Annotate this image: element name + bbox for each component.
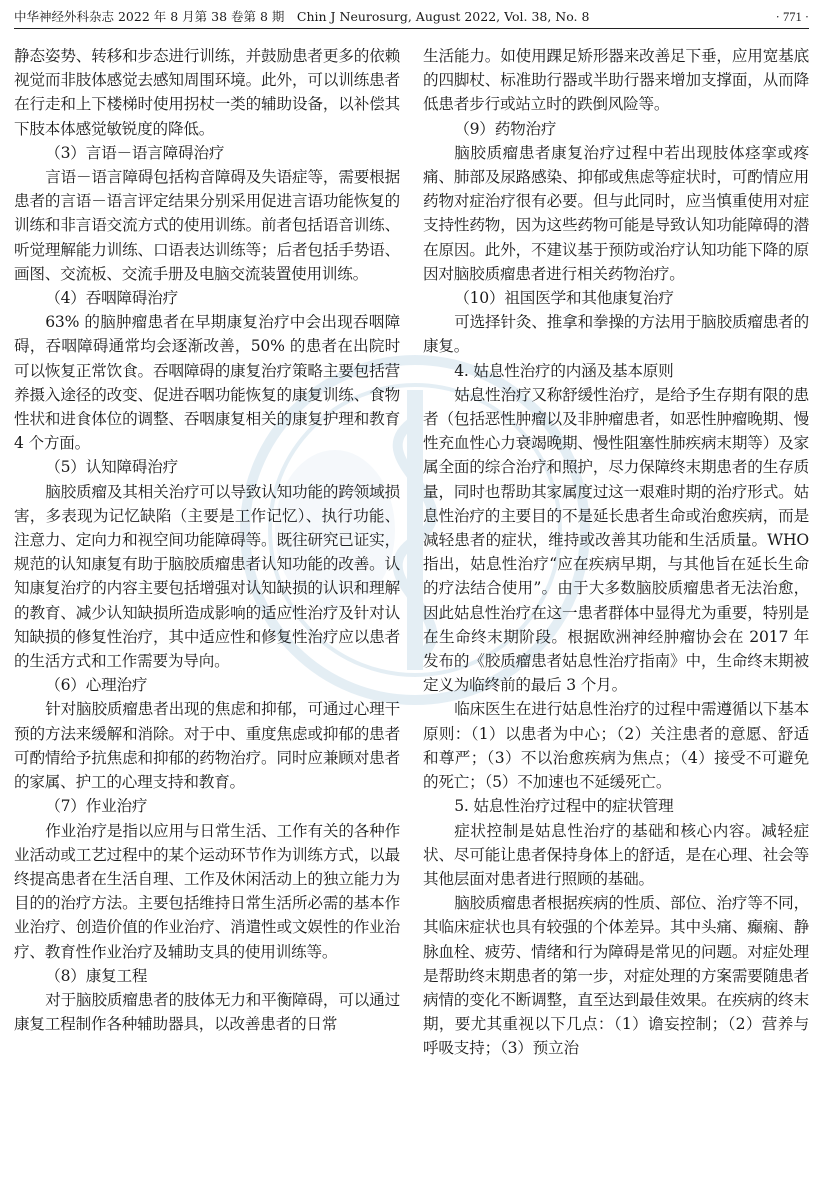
section-heading: （8）康复工程 — [45, 966, 148, 985]
body-paragraph: 静态姿势、转移和步态进行训练，并鼓励患者更多的依赖视觉而非肢体感觉去感知周围环境。此外，可以训练患者在行走和上下楼梯时使用拐杖一类的辅助设备，以补偿其下肢本体感觉敏锐度的降低。 — [14, 47, 400, 138]
section-heading: （6）心理治疗 — [45, 676, 148, 695]
body-paragraph: 可选择针灸、推拿和拳操的方法用于脑胶质瘤患者的康复。 — [423, 313, 809, 356]
body-paragraph: 言语－语言障碍包括构音障碍及失语症等，需要根据患者的言语－语言评定结果分别采用促进言语功能恢复的训练和非言语交流方式的使用训练。前者包括语音训练、听觉理解能力训练、口语表达训练等；后者包括手势语、画图、交流板、交流手册及电脑交流装置使用训练。 — [14, 168, 400, 283]
body-paragraph: 63% 的脑肿瘤患者在早期康复治疗中会出现吞咽障碍，吞咽障碍通常均会逐渐改善，50% 的患者在出院时可以恢复正常饮食。吞咽障碍的康复治疗策略主要包括营养摄入途径的改变、促进吞咽功能恢复的康复训练、食物性状和进食体位的调整、吞咽康复相关的康复护理和教育4 个方面。 — [14, 313, 400, 453]
body-paragraph: 脑胶质瘤及其相关治疗可以导致认知功能的跨领域损害，多表现为记忆缺陷（主要是工作记忆）、执行功能、注意力、定向力和视空间功能障碍等。既往研究已证实，规范的认知康复有助于脑胶质瘤患者认知功能的改善。认知康复治疗的内容主要包括增强对认知缺损的认识和理解的教育、减少认知缺损所造成影响的适应性治疗及针对认知缺损的修复性治疗，其中适应性和修复性治疗应以患者的生活方式和工作需要为导向。 — [14, 482, 400, 671]
running-header — [14, 6, 809, 29]
right-column — [423, 44, 809, 1061]
section-heading: （9）药物治疗 — [454, 119, 557, 138]
body-paragraph: 脑胶质瘤患者根据疾病的性质、部位、治疗等不同，其临床症状也具有较强的个体差异。其中头痛、癫痫、静脉血栓、疲劳、情绪和行为障碍是常见的问题。对症处理是帮助终末期患者的第一步，对症处理的方案需要随患者病情的变化不断调整，直至达到最佳效果。在疾病的终末期，要尤其重视以下几点：（1）谵妄控制；（2）营养与呼吸支持；（3）预立治 — [423, 894, 809, 1058]
body-paragraph: 姑息性治疗又称舒缓性治疗，是给予生存期有限的患者（包括恶性肿瘤以及非肿瘤患者，如恶性肿瘤晚期、慢性充血性心力衰竭晚期、慢性阻塞性肺疾病末期等）及家属全面的综合治疗和照护，尽力保障终末期患者的生存质量，同时也帮助其家属度过这一艰难时期的治疗形式。姑息性治疗的主要目的不是延长患者生命或治愈疾病，而是减轻患者的症状，维持或改善其功能和生活质量。WHO 指出，姑息性治疗“应在疾病早期，与其他旨在延长生命的疗法结合使用”。由于大多数脑胶质瘤患者无法治愈，因此姑息性治疗在这一患者群体中显得尤为重要，特别是在生命终末期阶段。根据欧洲神经肿瘤协会在 2017 年发布的《胶质瘤患者姑息性治疗指南》中，生命终末期被定义为临终前的最后 3 个月。 — [423, 385, 809, 695]
section-heading: （10）祖国医学和其他康复治疗 — [454, 289, 674, 308]
section-heading: 5. 姑息性治疗过程中的症状管理 — [454, 797, 674, 816]
section-heading: （3）言语－语言障碍治疗 — [45, 143, 225, 162]
body-paragraph: 生活能力。如使用踝足矫形器来改善足下垂，应用宽基底的四脚杖、标准助行器或半助行器来增加支撑面，从而降低患者步行或站立时的跌倒风险等。 — [423, 47, 809, 114]
section-heading: （7）作业治疗 — [45, 797, 148, 816]
section-heading: （4）吞咽障碍治疗 — [45, 289, 179, 308]
section-heading: （5）认知障碍治疗 — [45, 458, 179, 477]
body-paragraph: 针对脑胶质瘤患者出现的焦虑和抑郁，可通过心理干预的方法来缓解和消除。对于中、重度焦虑或抑郁的患者可酌情给予抗焦虑和抑郁的药物治疗。同时应兼顾对患者的家属、护工的心理支持和教育。 — [14, 700, 400, 792]
page-number: · 771 · — [775, 10, 809, 24]
body-paragraph: 症状控制是姑息性治疗的基础和核心内容。减轻症状、尽可能让患者保持身体上的舒适，是在心理、社会等其他层面对患者进行照顾的基础。 — [423, 821, 809, 888]
journal-citation: 中华神经外科杂志 2022 年 8 月第 38 卷第 8 期 Chin J Neurosurg, August 2022, Vol. 38, No. 8 — [14, 9, 590, 24]
section-heading: 4. 姑息性治疗的内涵及基本原则 — [454, 361, 674, 380]
body-paragraph: 对于脑胶质瘤患者的肢体无力和平衡障碍，可以通过康复工程制作各种辅助器具，以改善患者的日常 — [14, 990, 400, 1034]
body-paragraph: 作业治疗是指以应用与日常生活、工作有关的各种作业活动或工艺过程中的某个运动环节作为训练方式，以最终提高患者在生活自理、工作及休闲活动上的独立能力为目的的治疗方法。主要包括维持日常生活所必需的基本作业治疗、创造价值的作业治疗、消遣性或文娱性的作业治疗、教育性作业治疗及辅助支具的使用训练等。 — [14, 821, 400, 961]
body-paragraph: 脑胶质瘤患者康复治疗过程中若出现肢体痉挛或疼痛、肺部及尿路感染、抑郁或焦虑等症状时，可酌情应用药物对症治疗很有必要。但与此同时，应当慎重使用对症支持性药物，因为这些药物可能是导致认知功能障碍的潜在原因。此外，不建议基于预防或治疗认知功能下降的原因对脑胶质瘤患者进行相关药物治疗。 — [423, 143, 809, 283]
left-column — [14, 44, 400, 1036]
body-paragraph: 临床医生在进行姑息性治疗的过程中需遵循以下基本原则：（1）以患者为中心；（2）关注患者的意愿、舒适和尊严；（3）不以治愈疾病为焦点；（4）接受不可避免的死亡；（5）不加速也不延缓死亡。 — [423, 700, 809, 792]
